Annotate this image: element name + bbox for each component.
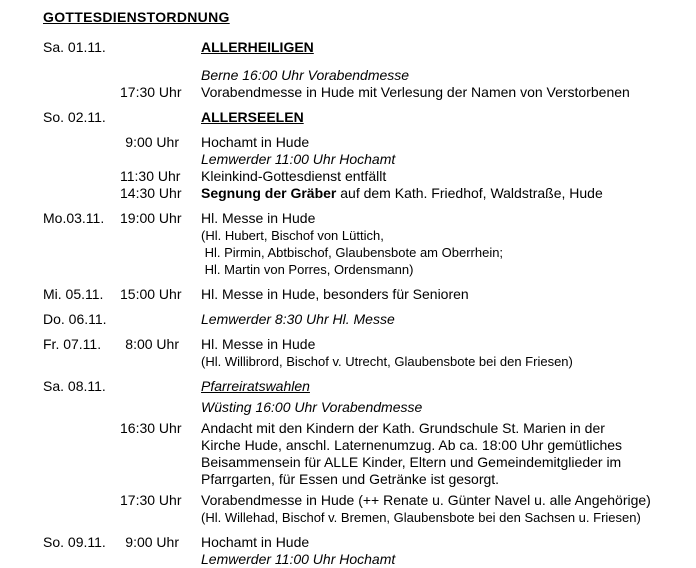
event-subheading: Pfarreiratswahlen bbox=[201, 378, 310, 394]
schedule-row bbox=[43, 336, 696, 370]
schedule-row bbox=[43, 109, 696, 126]
description-cell bbox=[179, 67, 696, 84]
event-time bbox=[120, 109, 179, 126]
description-cell bbox=[179, 420, 696, 488]
description-cell bbox=[179, 378, 696, 395]
event-description: Berne 16:00 Uhr Vorabendmesse bbox=[201, 67, 410, 83]
event-date: Sa. 08.11. bbox=[43, 378, 106, 394]
event-time bbox=[120, 399, 179, 416]
event-time bbox=[120, 151, 179, 168]
description-cell bbox=[179, 399, 696, 416]
description-cell bbox=[179, 492, 696, 526]
description-cell bbox=[179, 168, 696, 185]
event-date bbox=[43, 151, 120, 168]
event-description bbox=[201, 185, 696, 202]
event-description: Andacht mit den Kindern der Kath. Grundschule St. Marien in der bbox=[201, 420, 605, 436]
schedule-row bbox=[43, 210, 696, 278]
event-time: 11:30 Uhr bbox=[120, 168, 181, 184]
schedule-row bbox=[43, 399, 696, 416]
schedule-row bbox=[43, 378, 696, 395]
description-cell bbox=[179, 286, 696, 303]
description-cell bbox=[179, 84, 696, 101]
event-note: (Hl. Willehad, Bischof v. Bremen, Glaubensbote bei den Sachsen u. Friesen) bbox=[201, 510, 641, 525]
event-date bbox=[43, 134, 120, 151]
description-cell bbox=[179, 134, 696, 151]
schedule-row bbox=[43, 151, 696, 168]
event-heading: ALLERHEILIGEN bbox=[201, 39, 314, 55]
schedule-row bbox=[43, 286, 696, 303]
event-description: Hl. Messe in Hude bbox=[201, 336, 316, 352]
event-date bbox=[43, 399, 120, 416]
event-date: Mi. 05.11. bbox=[43, 286, 104, 302]
event-time: 9:00 Uhr bbox=[125, 134, 179, 150]
schedule-row bbox=[43, 311, 696, 328]
schedule-row bbox=[43, 134, 696, 151]
event-description: Kleinkind-Gottesdienst entfällt bbox=[201, 168, 387, 184]
event-date: Mo.03.11. bbox=[43, 210, 105, 226]
event-description: Hl. Messe in Hude bbox=[201, 210, 316, 226]
event-time: 19:00 Uhr bbox=[120, 210, 182, 226]
event-description: Hochamt in Hude bbox=[201, 534, 310, 550]
event-description: Beisammensein für ALLE Kinder, Eltern und Gemeindemitglieder im bbox=[201, 454, 622, 470]
event-note: Hl. Martin von Porres, Ordensmann) bbox=[201, 262, 414, 277]
page-title: GOTTESDIENSTORDNUNG bbox=[43, 9, 230, 25]
event-time: 15:00 Uhr bbox=[120, 286, 182, 302]
description-cell bbox=[179, 185, 696, 202]
event-date bbox=[43, 67, 120, 84]
event-date bbox=[43, 185, 120, 202]
event-note: Hl. Pirmin, Abtbischof, Glaubensbote am Oberrhein; bbox=[201, 245, 504, 260]
event-date: Do. 06.11. bbox=[43, 311, 107, 327]
event-heading: ALLERSEELEN bbox=[201, 109, 304, 125]
event-time: 8:00 Uhr bbox=[125, 336, 179, 352]
event-date bbox=[43, 168, 120, 185]
event-note: (Hl. Hubert, Bischof von Lüttich, bbox=[201, 228, 384, 243]
event-date: So. 09.11. bbox=[43, 534, 106, 550]
event-date: Sa. 01.11. bbox=[43, 39, 106, 55]
event-description: Kirche Hude, anschl. Laternenumzug. Ab ca. 18:00 Uhr gemütliches bbox=[201, 437, 623, 453]
schedule-row bbox=[43, 67, 696, 84]
event-description: Hl. Messe in Hude, besonders für Senioren bbox=[201, 286, 469, 302]
event-description: Hochamt in Hude bbox=[201, 134, 310, 150]
event-time: 16:30 Uhr bbox=[120, 420, 182, 436]
event-date: So. 02.11. bbox=[43, 109, 106, 125]
event-date bbox=[43, 492, 120, 526]
description-cell bbox=[179, 39, 696, 56]
description-cell bbox=[179, 311, 696, 328]
event-time: 14:30 Uhr bbox=[120, 185, 182, 201]
schedule-row bbox=[43, 168, 696, 185]
event-date bbox=[43, 420, 120, 488]
description-cell bbox=[179, 151, 696, 168]
description-cell bbox=[179, 109, 696, 126]
event-time bbox=[120, 378, 179, 395]
event-description: Vorabendmesse in Hude mit Verlesung der Namen von Verstorbenen bbox=[201, 84, 630, 100]
event-date: Fr. 07.11. bbox=[43, 336, 102, 352]
schedule-row bbox=[43, 492, 696, 526]
description-cell bbox=[179, 210, 696, 278]
event-description: Vorabendmesse in Hude (++ Renate u. Günter Navel u. alle Angehörige) bbox=[201, 492, 651, 508]
event-time: 17:30 Uhr bbox=[120, 492, 182, 508]
event-time bbox=[120, 39, 179, 56]
event-description: Lemwerder 8:30 Uhr Hl. Messe bbox=[201, 311, 395, 327]
event-description: Wüsting 16:00 Uhr Vorabendmesse bbox=[201, 399, 423, 415]
schedule-row bbox=[43, 39, 696, 56]
description-cell bbox=[179, 534, 696, 568]
event-time bbox=[120, 311, 179, 328]
event-description: Pfarrgarten, für Essen und Getränke ist gesorgt. bbox=[201, 471, 500, 487]
description-cell bbox=[179, 336, 696, 370]
event-description: Lemwerder 11:00 Uhr Hochamt bbox=[201, 551, 396, 567]
schedule-row bbox=[43, 185, 696, 202]
event-description: Lemwerder 11:00 Uhr Hochamt bbox=[201, 151, 396, 167]
schedule-row bbox=[43, 84, 696, 101]
event-time: 17:30 Uhr bbox=[120, 84, 182, 100]
event-time: 9:00 Uhr bbox=[125, 534, 179, 550]
event-note: (Hl. Willibrord, Bischof v. Utrecht, Glaubensbote bei den Friesen) bbox=[201, 354, 573, 369]
event-emphasis: Segnung der Gräber bbox=[201, 185, 337, 201]
event-date bbox=[43, 84, 120, 101]
schedule-row bbox=[43, 534, 696, 568]
schedule-row bbox=[43, 420, 696, 488]
event-text: auf dem Kath. Friedhof, Waldstraße, Hude bbox=[336, 185, 603, 201]
event-time bbox=[120, 67, 179, 84]
